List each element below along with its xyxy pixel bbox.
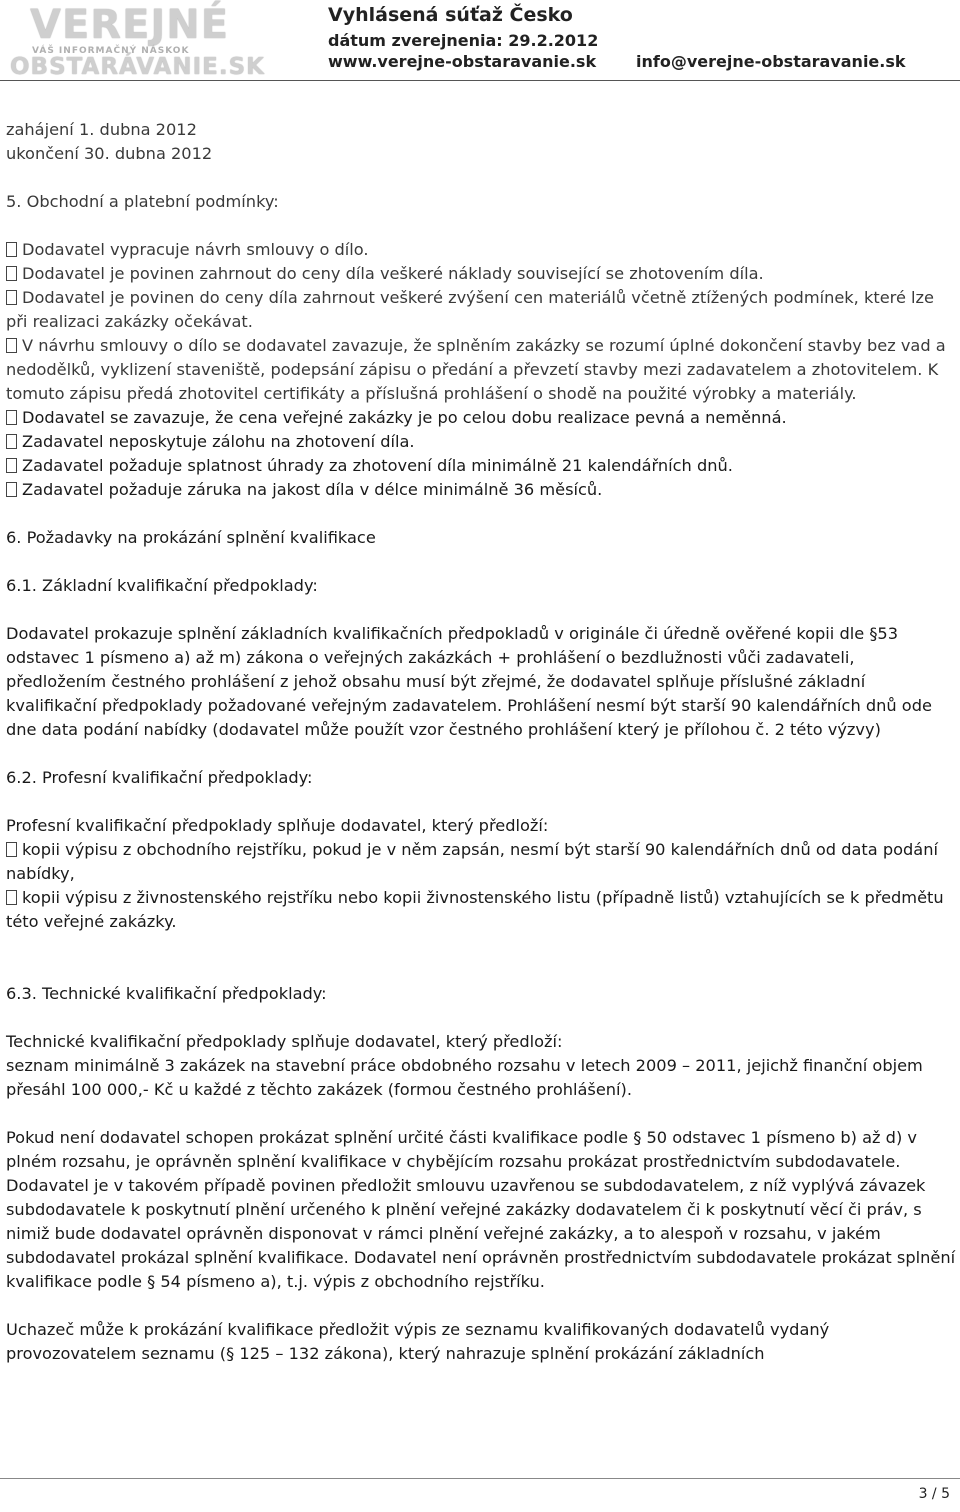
list-item: kopii výpisu z obchodního rejstříku, pokud je v něm zapsán, nesmí být starší 90 kalendářních dnů od data podání nabídky, [6, 840, 938, 883]
header-title: Vyhlásená súťaž Česko [328, 4, 573, 26]
footer-divider [0, 1478, 960, 1479]
bullet-box-icon [6, 890, 17, 905]
logo-word-obstaravanie: OBSTARÁVANIE.SK [10, 54, 265, 80]
document-body [6, 118, 956, 1366]
section-6-3-text: seznam minimálně 3 zakázek na stavební práce obdobného rozsahu v letech 2009 – 2011, jejichž finanční objem přesáhl 100 000,- Kč u každé z těchto zakázek (formou čestného prohlášení). [6, 1056, 923, 1099]
logo-word-verejne: VEREJNÉ [30, 2, 230, 48]
list-item: Dodavatel vypracuje návrh smlouvy o dílo. [6, 238, 956, 262]
list-item: Zadavatel neposkytuje zálohu na zhotovení díla. [6, 430, 956, 454]
bullet-box-icon [6, 338, 17, 353]
list-item: kopii výpisu z živnostenského rejstříku nebo kopii živnostenského listu (případně listů) vztahujících se k předmětu této veřejné zakázky. [6, 888, 944, 931]
section-6-2-title: 6.2. Profesní kvalifikační předpoklady: [6, 768, 313, 787]
site-logo[interactable] [4, 2, 294, 78]
subcontractor-paragraph: Pokud není dodavatel schopen prokázat splnění určité části kvalifikace podle § 50 odstavec 1 písmeno b) až d) v plném rozsahu, je oprávněn splnění kvalifikace v chybějícím rozsahu prokázat prostřednictvím subdodavatele. Dodavatel je v takovém případě povinen předložit smlouvu uzavřenou se subdodavatelem, z níž vyplývá závazek subdodavatele k poskytnutí plnění určeného k plnění veřejné zakázky dodavatelem či k poskytnutí věcí či práv, s nimiž bude dodavatel oprávněn disponovat v rámci plnění veřejné zakázky, a to alespoň v rozsahu, v jakém subdodavatel prokázal splnění kvalifikace. Dodavatel není oprávněn prostřednictvím subdodavatele prokázat splnění kvalifikace podle § 54 písmeno a), t.j. výpis z obchodního rejstříku. [6, 1128, 956, 1291]
qualified-list-paragraph: Uchazeč může k prokázání kvalifikace předložit výpis ze seznamu kvalifikovaných dodavatelů vydaný provozovatelem seznamu (§ 125 – 132 zákona), který nahrazuje splnění prokázání základních [6, 1320, 830, 1363]
section-6-3-title: 6.3. Technické kvalifikační předpoklady: [6, 984, 327, 1003]
logo-tagline: VÁŠ INFORMAČNÝ NÁSKOK [32, 46, 190, 56]
list-item: Zadavatel požaduje splatnost úhrady za zhotovení díla minimálně 21 kalendářních dnů. [6, 454, 956, 478]
website-link[interactable]: www.verejne-obstaravanie.sk [328, 52, 597, 71]
page-header [0, 0, 960, 80]
section-6-3-intro: Technické kvalifikační předpoklady splňuje dodavatel, který předloží: [6, 1032, 563, 1051]
start-date: zahájení 1. dubna 2012 [6, 120, 197, 139]
section-6-title: 6. Požadavky na prokázání splnění kvalifikace [6, 528, 376, 547]
page-number: 3 / 5 [918, 1486, 950, 1502]
section-5-title: 5. Obchodní a platební podmínky: [6, 192, 279, 211]
list-item: Dodavatel je povinen zahrnout do ceny díla veškeré náklady související se zhotovením díla. [6, 262, 956, 286]
section-6-1-text: Dodavatel prokazuje splnění základních kvalifikačních předpokladů v originále či úředně ověřené kopii dle §53 odstavec 1 písmeno a) až m) zákona o veřejných zakázkách + prohlášení o bezdlužnosti vůči zadavateli, předložením čestného prohlášení z jehož obsahu musí být zřejmé, že dodavatel splňuje příslušné základní kvalifikační předpoklady požadované veřejným zadavatelem. Prohlášení nesmí být starší 90 kalendářních dnů ode dne data podání nabídky (dodavatel může použít vzor čestného prohlášení který je přílohou č. 2 této výzvy) [6, 624, 932, 739]
bullet-box-icon [6, 266, 17, 281]
list-item: Dodavatel je povinen do ceny díla zahrnout veškeré zvýšení cen materiálů včetně ztížených podmínek, které lze při realizaci zakázky očekávat. [6, 288, 935, 331]
bullet-box-icon [6, 842, 17, 857]
bullet-box-icon [6, 458, 17, 473]
header-divider [0, 80, 960, 81]
list-item: Zadavatel požaduje záruka na jakost díla v délce minimálně 36 měsíců. [6, 478, 956, 502]
section-6-1-title: 6.1. Základní kvalifikační předpoklady: [6, 576, 318, 595]
bullet-box-icon [6, 482, 17, 497]
bullet-box-icon [6, 290, 17, 305]
section-6-2-intro: Profesní kvalifikační předpoklady splňuje dodavatel, který předloží: [6, 816, 549, 835]
list-item: Dodavatel se zavazuje, že cena veřejné zakázky je po celou dobu realizace pevná a neměnná. [6, 406, 956, 430]
email-link[interactable]: info@verejne-obstaravanie.sk [636, 52, 906, 71]
bullet-box-icon [6, 242, 17, 257]
bullet-box-icon [6, 410, 17, 425]
end-date: ukončení 30. dubna 2012 [6, 144, 213, 163]
bullet-box-icon [6, 434, 17, 449]
publication-date: dátum zverejnenia: 29.2.2012 [328, 31, 599, 50]
list-item: V návrhu smlouvy o dílo se dodavatel zavazuje, že splněním zakázky se rozumí úplné dokončení stavby bez vad a nedodělků, vyklizení staveniště, podepsání zápisu o předání a převzetí stavby mezi zadavatelem a zhotovitelem. K tomuto zápisu předá zhotovitel certifikáty a příslušná prohlášení o shodě na použité výrobky a materiály. [6, 336, 946, 403]
